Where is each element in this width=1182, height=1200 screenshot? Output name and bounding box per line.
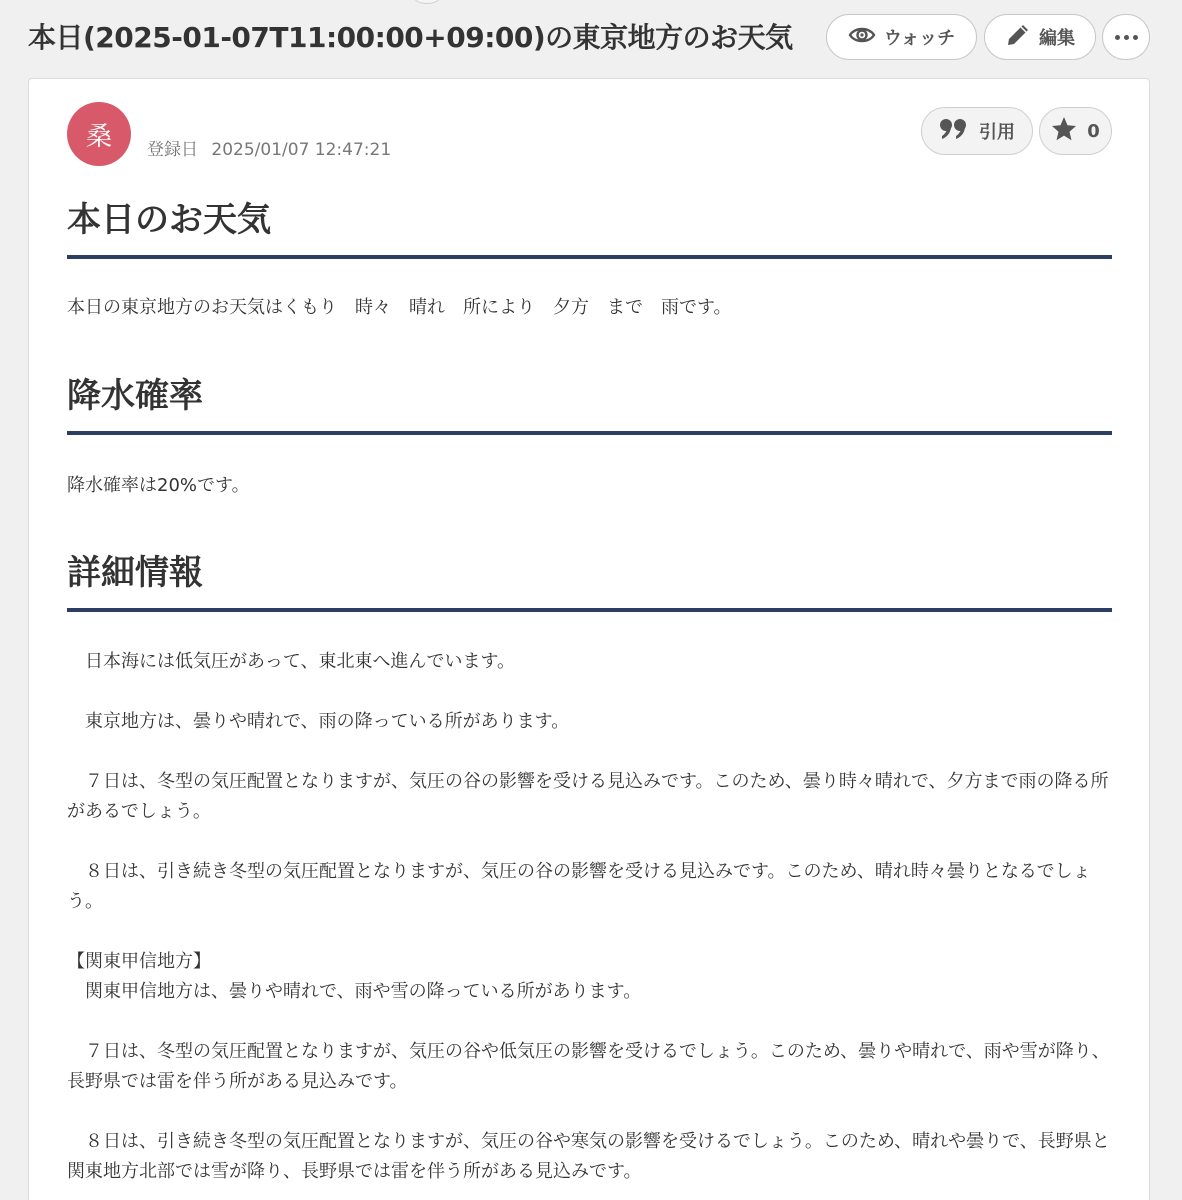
section-heading-precipitation: 降水確率 — [67, 373, 1112, 435]
edit-button[interactable] — [984, 14, 1096, 60]
watch-button[interactable] — [826, 14, 977, 60]
quote-label: 引用 — [979, 122, 1015, 143]
scroll-handle — [413, 0, 441, 4]
post-card — [28, 78, 1150, 1200]
details-text: 日本海には低気圧があって、東北東へ進んでいます。 東京地方は、曇りや晴れで、雨の降っている所があります。 ７日は、冬型の気圧配置となりますが、気圧の谷の影響を受ける見込みです。このため、曇り時々晴れで、夕方まで雨の降る所があるでしょう。 ８日は、引き続き冬型の気圧配置となりますが、気圧の谷の影響を受ける見込みです。このため、晴れ時々曇りとなるでしょう。 【関東甲信地方】 関東甲信地方は、曇りや晴れで、雨や雪の降っている所があります。 ７日は、冬型の気圧配置となりますが、気圧の谷や低気圧の影響を受けるでしょう。このため、曇りや晴れで、雨や雪が降り、長野県では雷を伴う所がある見込みです。 ８日は、引き続き冬型の気圧配置となりますが、気圧の谷や寒気の影響を受けるでしょう。このため、晴れや曇りで、長野県と関東地方北部では雪が降り、長野県では雷を伴う所がある見込みです。 — [67, 651, 1110, 1182]
star-button[interactable] — [1039, 107, 1112, 155]
title-bar — [28, 14, 1152, 62]
page-title: 本日(2025-01-07T11:00:00+09:00)の東京地方のお天気 — [28, 21, 793, 54]
more-button[interactable] — [1102, 14, 1150, 60]
precipitation-text: 降水確率は20%です。 — [67, 475, 250, 496]
pencil-icon — [1005, 22, 1031, 53]
section-heading-details: 詳細情報 — [67, 550, 1112, 612]
registered-info — [147, 135, 391, 160]
ellipsis-icon — [1115, 35, 1138, 40]
section-heading-today: 本日のお天気 — [67, 197, 1112, 259]
avatar[interactable]: 桑 — [67, 102, 131, 166]
star-count: 0 — [1087, 120, 1100, 142]
weather-summary: 本日の東京地方のお天気はくもり 時々 晴れ 所により 夕方 まで 雨です。 — [67, 297, 732, 318]
star-icon — [1051, 116, 1077, 147]
eye-icon — [848, 25, 876, 50]
watch-label: ウォッチ — [883, 28, 956, 49]
quote-button[interactable] — [921, 107, 1033, 155]
edit-label: 編集 — [1039, 28, 1075, 49]
quote-icon — [939, 118, 969, 145]
registered-label: 登録日 — [147, 140, 198, 160]
registered-date: 2025/01/07 12:47:21 — [211, 140, 392, 160]
